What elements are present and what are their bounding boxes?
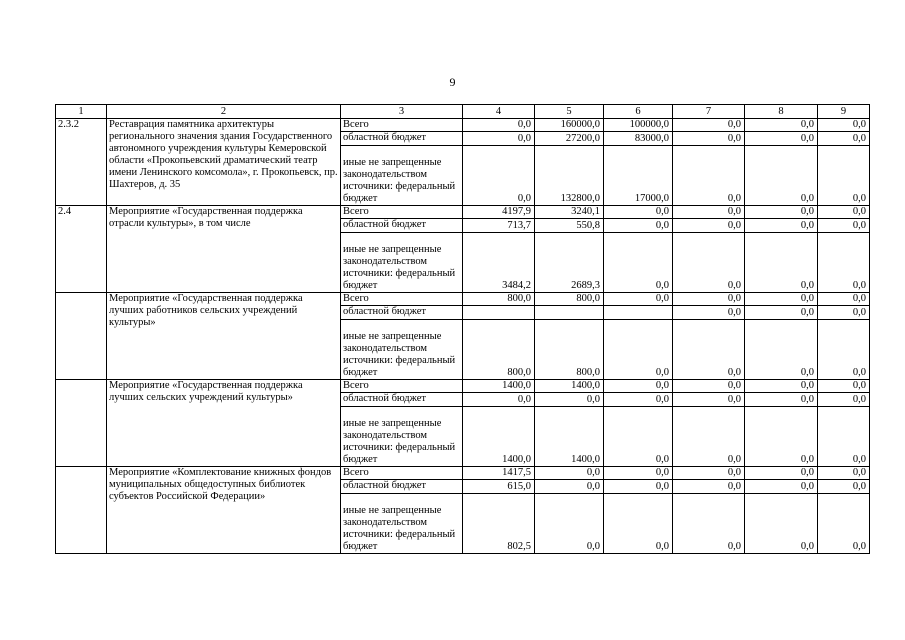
value-cell: 0,0 [818,320,870,380]
value-cell: 550,8 [535,219,604,233]
value-cell: 0,0 [818,407,870,467]
value-cell: 0,0 [604,293,673,306]
value-cell: 0,0 [673,233,745,293]
value-cell: 2689,3 [535,233,604,293]
value-cell: 800,0 [535,293,604,306]
value-cell: 800,0 [535,320,604,380]
value-cell: 0,0 [673,293,745,306]
funding-source: иные не запрещенные законодательством источники: федеральный бюджет [341,146,463,206]
value-cell: 0,0 [673,206,745,219]
value-cell: 0,0 [604,320,673,380]
funding-source: Всего [341,467,463,480]
table-row [56,119,870,132]
funding-source: Всего [341,119,463,132]
funding-source: областной бюджет [341,219,463,233]
value-cell: 100000,0 [604,119,673,132]
item-name: Мероприятие «Государственная поддержка отрасли культуры», в том числе [107,206,341,293]
value-cell: 0,0 [604,219,673,233]
value-cell: 713,7 [463,219,535,233]
value-cell: 0,0 [604,480,673,494]
value-cell [463,306,535,320]
value-cell: 0,0 [818,132,870,146]
value-cell: 0,0 [673,306,745,320]
header-row [56,105,870,119]
value-cell: 0,0 [818,233,870,293]
value-cell: 0,0 [745,206,818,219]
value-cell: 1400,0 [535,407,604,467]
value-cell: 0,0 [818,119,870,132]
funding-source: иные не запрещенные законодательством источники: федеральный бюджет [341,233,463,293]
value-cell: 0,0 [604,206,673,219]
page-number: 9 [449,75,456,89]
value-cell: 0,0 [818,219,870,233]
table-row [56,380,870,393]
table-row [56,206,870,219]
column-header: 9 [818,105,870,119]
value-cell: 83000,0 [604,132,673,146]
value-cell: 0,0 [463,132,535,146]
funding-source: иные не запрещенные законодательством источники: федеральный бюджет [341,320,463,380]
value-cell: 0,0 [818,146,870,206]
value-cell: 0,0 [745,306,818,320]
budget-table [55,104,870,554]
item-code: 2.4 [56,206,107,293]
item-name: Мероприятие «Комплектование книжных фондов муниципальных общедоступных библиотек субъектов Российской Федерации» [107,467,341,554]
value-cell: 17000,0 [604,146,673,206]
value-cell: 0,0 [604,467,673,480]
column-header: 2 [107,105,341,119]
value-cell: 0,0 [604,233,673,293]
value-cell: 0,0 [673,132,745,146]
item-code [56,380,107,467]
value-cell: 0,0 [673,480,745,494]
value-cell: 0,0 [673,393,745,407]
value-cell: 0,0 [673,219,745,233]
table-row [56,293,870,306]
value-cell: 615,0 [463,480,535,494]
value-cell: 0,0 [818,293,870,306]
value-cell: 1417,5 [463,467,535,480]
value-cell: 0,0 [745,132,818,146]
value-cell: 0,0 [818,393,870,407]
value-cell: 4197,9 [463,206,535,219]
funding-source: Всего [341,380,463,393]
value-cell: 0,0 [745,219,818,233]
item-name: Мероприятие «Государственная поддержка лучших сельских учреждений культуры» [107,380,341,467]
funding-source: иные не запрещенные законодательством источники: федеральный бюджет [341,407,463,467]
value-cell: 0,0 [745,393,818,407]
column-header: 5 [535,105,604,119]
value-cell: 0,0 [604,380,673,393]
value-cell: 0,0 [463,146,535,206]
value-cell [604,306,673,320]
value-cell: 800,0 [463,293,535,306]
value-cell: 0,0 [745,494,818,554]
column-header: 1 [56,105,107,119]
value-cell: 0,0 [818,306,870,320]
funding-source: областной бюджет [341,306,463,320]
funding-source: Всего [341,293,463,306]
value-cell: 0,0 [604,393,673,407]
value-cell: 0,0 [745,320,818,380]
column-header: 8 [745,105,818,119]
value-cell: 0,0 [818,480,870,494]
column-header: 7 [673,105,745,119]
value-cell: 1400,0 [463,407,535,467]
value-cell: 0,0 [745,146,818,206]
funding-source: областной бюджет [341,132,463,146]
value-cell: 0,0 [818,206,870,219]
item-name: Мероприятие «Государственная поддержка лучших работников сельских учреждений культуры» [107,293,341,380]
value-cell: 0,0 [673,467,745,480]
value-cell: 0,0 [604,407,673,467]
value-cell: 0,0 [745,119,818,132]
column-header: 3 [341,105,463,119]
funding-source: иные не запрещенные законодательством источники: федеральный бюджет [341,494,463,554]
item-code: 2.3.2 [56,119,107,206]
value-cell: 0,0 [673,494,745,554]
value-cell: 0,0 [673,380,745,393]
column-header: 4 [463,105,535,119]
value-cell: 160000,0 [535,119,604,132]
value-cell: 27200,0 [535,132,604,146]
value-cell: 0,0 [673,119,745,132]
value-cell: 1400,0 [463,380,535,393]
item-name: Реставрация памятника архитектуры регионального значения здания Государственного автономного учреждения культуры Кемеровской области «Прокопьевский драматический театр имени Ленинского комсомола», г. Прокопьевск, пр. Шахтеров, д. 35 [107,119,341,206]
value-cell: 0,0 [673,320,745,380]
table-row [56,467,870,480]
value-cell: 132800,0 [535,146,604,206]
value-cell: 0,0 [604,494,673,554]
value-cell: 0,0 [535,393,604,407]
item-code [56,467,107,554]
column-header: 6 [604,105,673,119]
value-cell: 0,0 [745,380,818,393]
value-cell: 0,0 [673,146,745,206]
value-cell: 0,0 [535,467,604,480]
value-cell: 3240,1 [535,206,604,219]
item-code [56,293,107,380]
value-cell: 800,0 [463,320,535,380]
value-cell: 0,0 [535,494,604,554]
value-cell: 0,0 [745,293,818,306]
value-cell: 0,0 [463,119,535,132]
value-cell: 0,0 [745,480,818,494]
value-cell: 3484,2 [463,233,535,293]
funding-source: Всего [341,206,463,219]
value-cell: 0,0 [818,467,870,480]
value-cell: 0,0 [463,393,535,407]
value-cell: 0,0 [535,480,604,494]
value-cell: 802,5 [463,494,535,554]
value-cell: 0,0 [818,380,870,393]
funding-source: областной бюджет [341,393,463,407]
value-cell: 0,0 [818,494,870,554]
funding-source: областной бюджет [341,480,463,494]
value-cell [535,306,604,320]
value-cell: 0,0 [745,467,818,480]
value-cell: 0,0 [745,407,818,467]
value-cell: 0,0 [673,407,745,467]
value-cell: 1400,0 [535,380,604,393]
value-cell: 0,0 [745,233,818,293]
